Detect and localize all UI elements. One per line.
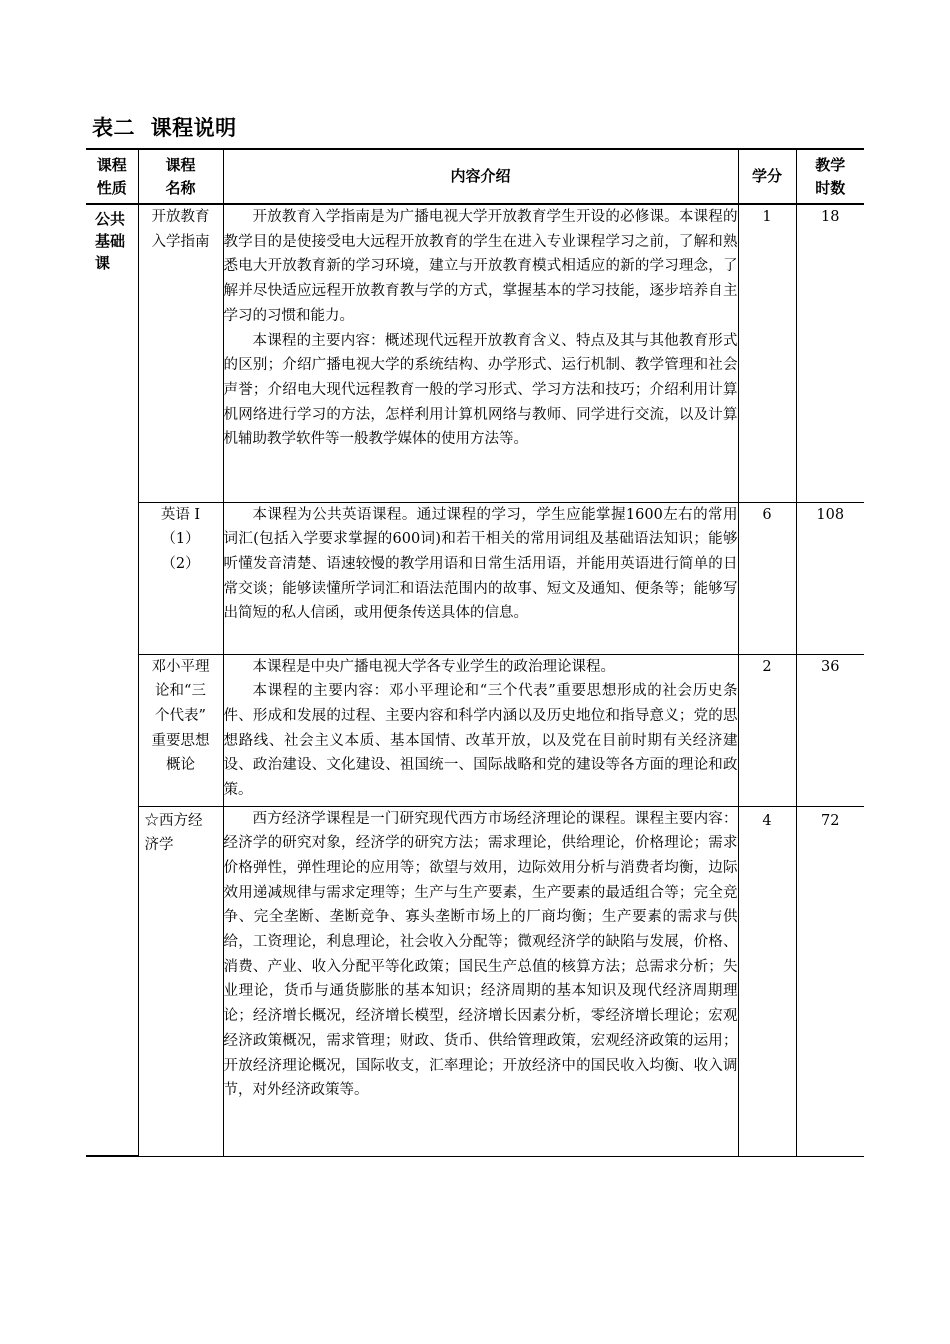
course-description: 开放教育入学指南是为广播电视大学开放教育学生开设的必修课。本课程的教学目的是使接受电大远程开放教育的学生在进入专业课程学习之前，了解和熟悉电大开放教育新的学习环境，建立与开放教育模式相适应的新的学习理念，了解并尽快适应远程开放教育教与学的方式，掌握基本的学习技能，逐步培养自主学习的习惯和能力。 本课程的主要内容：概述现代远程开放教育含义、特点及其与其他教育形式的区别；介绍广播电视大学的系统结构、办学形式、运行机制、教学管理和社会声誉；介绍电大现代远程教育一般的学习形式、学习方法和技巧；介绍利用计算机网络进行学习的方法，怎样利用计算机网络与教师、同学进行交流，以及计算机辅助教学软件等一般教学媒体的使用方法等。 bbox=[223, 204, 738, 502]
course-name: 邓小平理 论和“三 个代表” 重要思想 概论 bbox=[138, 654, 223, 806]
table-row bbox=[86, 806, 864, 1156]
course-hours: 108 bbox=[796, 502, 864, 654]
course-credits: 4 bbox=[738, 806, 796, 1156]
course-credits: 6 bbox=[738, 502, 796, 654]
course-description: 本课程是中央广播电视大学各专业学生的政治理论课程。 本课程的主要内容：邓小平理论和“三个代表”重要思想形成的社会历史条件、形成和发展的过程、主要内容和科学内涵以及历史地位和指导意义；党的思想路线、社会主义本质、基本国情、改革开放，以及党在目前时期有关经济建设、政治建设、文化建设、祖国统一、国际战略和党的建设等各方面的理论和政策。 bbox=[223, 654, 738, 806]
course-hours: 36 bbox=[796, 654, 864, 806]
course-name: ☆西方经 济学 bbox=[138, 806, 223, 1156]
course-credits: 1 bbox=[738, 204, 796, 502]
header-credits: 学分 bbox=[738, 149, 796, 204]
table-row bbox=[86, 204, 864, 502]
course-description: 本课程为公共英语课程。通过课程的学习，学生应能掌握1600左右的常用词汇(包括入学要求掌握的600词)和若干相关的常用词组及基础语法知识；能够听懂发音清楚、语速较慢的教学用语和日常生活用语，并能用英语进行简单的日常交谈；能够读懂所学词汇和语法范围内的故事、短文及通知、便条等；能够写出简短的私人信函，或用便条传送具体的信息。 bbox=[223, 502, 738, 654]
course-hours: 72 bbox=[796, 806, 864, 1156]
course-table bbox=[86, 148, 864, 1157]
header-content: 内容介绍 bbox=[223, 149, 738, 204]
course-hours: 18 bbox=[796, 204, 864, 502]
header-hours: 教学 时数 bbox=[796, 149, 864, 204]
course-description: 西方经济学课程是一门研究现代西方市场经济理论的课程。课程主要内容：经济学的研究对象，经济学的研究方法；需求理论，供给理论，价格理论；需求价格弹性，弹性理论的应用等；欲望与效用，边际效用分析与消费者均衡，边际效用递减规律与需求定理等；生产与生产要素，生产要素的最适组合等；完全竞争、完全垄断、垄断竞争、寡头垄断市场上的厂商均衡；生产要素的需求与供给，工资理论，利息理论，社会收入分配等；微观经济学的缺陷与发展，价格、消费、产业、收入分配平等化政策；国民生产总值的核算方法；总需求分析；失业理论，货币与通货膨胀的基本知识；经济周期的基本知识及现代经济周期理论；经济增长概况，经济增长模型，经济增长因素分析，零经济增长理论；宏观经济政策概况，需求管理；财政、货币、供给管理政策，宏观经济政策的运用；开放经济理论概况，国际收支，汇率理论；开放经济中的国民收入均衡、收入调节，对外经济政策等。 bbox=[223, 806, 738, 1156]
course-name: 开放教育 入学指南 bbox=[138, 204, 223, 502]
course-category: 公共 基础 课 bbox=[86, 204, 138, 1156]
course-name: 英语 I （1） （2） bbox=[138, 502, 223, 654]
page-title: 表二 课程说明 bbox=[92, 116, 237, 140]
header-course-name: 课程 名称 bbox=[138, 149, 223, 204]
table-header-row bbox=[86, 149, 864, 204]
table-row bbox=[86, 502, 864, 654]
header-course-nature: 课程 性质 bbox=[86, 149, 138, 204]
course-credits: 2 bbox=[738, 654, 796, 806]
table-row bbox=[86, 654, 864, 806]
